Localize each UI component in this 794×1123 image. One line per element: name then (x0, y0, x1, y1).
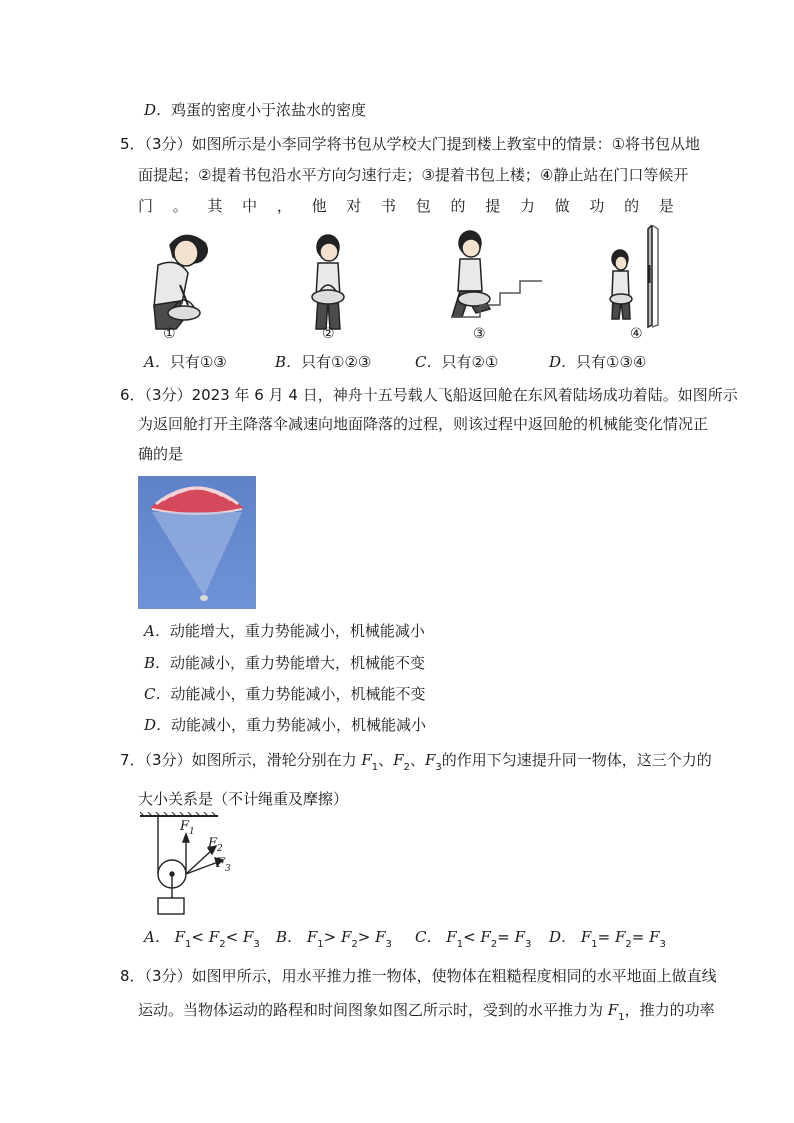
option-letter: B． (275, 353, 302, 371)
option-text: 只有①③④ (576, 353, 647, 371)
q5-stem-line2: 面提起；②提着书包沿水平方向匀速行走；③提着书包上楼；④静止站在门口等候开 (138, 166, 689, 184)
option-text: 只有②① (441, 353, 499, 371)
q5-option-a[interactable] (144, 352, 227, 372)
option-letter: A． (144, 353, 170, 371)
q5-stem-line3 (138, 196, 674, 216)
q8-stem-line1: 8．（3分）如图甲所示，用水平推力推一物体，使物体在粗糙程度相同的水平地面上做直线 (120, 967, 717, 985)
q5-option-d[interactable] (549, 352, 646, 372)
option-letter: B． (144, 654, 171, 672)
stem-char: 书 (381, 197, 397, 215)
stem-char: 包 (415, 197, 431, 215)
q7-option-c[interactable]: C． $F_1< F_2= F_3$ (415, 928, 532, 950)
score: （3分） (144, 386, 192, 404)
q5-option-b[interactable] (275, 352, 371, 372)
q5-stem-line1: 5．（3分）如图所示是小李同学将书包从学校大门提到楼上教室中的情景：①将书包从地 (120, 135, 701, 153)
stem-char: 是 (658, 197, 674, 215)
question-number: 7． (120, 751, 145, 769)
load-block (158, 898, 184, 914)
stem-char: 的 (450, 197, 466, 215)
q6-option-b[interactable] (144, 653, 425, 673)
q6-option-c[interactable] (144, 684, 426, 704)
option-text: 动能减小，重力势能减小，机械能减小 (171, 716, 427, 734)
option-letter: D． (144, 716, 172, 734)
option-letter: A． (144, 622, 170, 640)
stem-char: 。 (172, 197, 188, 215)
option-text: 鸡蛋的密度小于浓盐水的密度 (171, 101, 367, 119)
option-letter: D． (549, 353, 577, 371)
q7-option-a[interactable]: A． $F_1< F_2< F_3$ (144, 928, 260, 950)
stem-char: 中 (242, 197, 258, 215)
figure-3-climbing-stairs (452, 231, 542, 317)
option-text: 动能减小，重力势能减小，机械能不变 (170, 685, 426, 703)
label-f1: $F_1$ (180, 819, 195, 837)
q8-stem-line2: 运动。当物体运动的路程和时间图象如图乙所示时，受到的水平推力为 $F_1$，推力的功率 (138, 1001, 715, 1023)
stem-char: 功 (589, 197, 605, 215)
option-text: 只有①③ (169, 353, 227, 371)
question-number: 6． (120, 386, 145, 404)
option-letter: C． (415, 353, 442, 371)
stem-char: 门 (138, 197, 154, 215)
label-f2: $F_2$ (208, 836, 223, 854)
q6-stem-line1: 6．（3分）2023 年 6 月 4 日，神舟十五号载人飞船返回舱在东风着陆场成功着陆。如图所示 (120, 386, 738, 404)
option-letter: D． (549, 928, 577, 946)
return-capsule (200, 595, 208, 601)
option-text: 动能减小，重力势能增大，机械能不变 (170, 654, 426, 672)
stem-char: ， (276, 197, 292, 215)
figure-label-4: ④ (630, 326, 643, 342)
stem-char: 其 (207, 197, 223, 215)
q4-option-d[interactable] (144, 100, 366, 120)
option-letter: C． (415, 928, 442, 946)
figure-label-1: ① (163, 326, 176, 342)
q6-option-d[interactable] (144, 715, 426, 735)
score: （3分） (144, 751, 192, 769)
score: （3分） (144, 135, 192, 153)
option-letter: A． (144, 928, 170, 946)
stem-char: 做 (554, 197, 570, 215)
stem-char: 对 (346, 197, 362, 215)
q6-option-a[interactable] (144, 621, 425, 641)
option-text: 动能增大，重力势能减小，机械能减小 (169, 622, 425, 640)
question-number: 5． (120, 135, 145, 153)
q7-stem-line2: 大小关系是（不计绳重及摩擦） (138, 790, 349, 808)
figure-label-3: ③ (473, 326, 486, 342)
figure-1-lifting-bag (154, 235, 207, 329)
option-text: 只有①②③ (301, 353, 372, 371)
stem-char: 他 (311, 197, 327, 215)
score: （3分） (144, 967, 192, 985)
option-letter: D． (144, 101, 172, 119)
figure-label-2: ② (322, 326, 335, 342)
figure-4-waiting-at-door (610, 225, 658, 327)
force-f3-arrow (186, 862, 218, 874)
figure-2-walking-with-bag (312, 235, 344, 329)
parachute-photo (138, 476, 256, 609)
stem-char: 提 (485, 197, 501, 215)
question-number: 8． (120, 967, 145, 985)
q7-option-b[interactable]: B． $F_1> F_2> F_3$ (276, 928, 392, 950)
q5-figure (140, 225, 680, 345)
q7-stem-line1: 7．（3分）如图所示，滑轮分别在力 $F_1$、$F_2$、$F_3$的作用下匀速提升同一物体，这三个力的 (120, 751, 712, 773)
stem-char: 力 (519, 197, 535, 215)
q6-stem-line2: 为返回舱打开主降落伞减速向地面降落的过程，则该过程中返回舱的机械能变化情况正 (138, 415, 709, 433)
option-letter: B． (276, 928, 303, 946)
stem-char: 的 (624, 197, 640, 215)
option-letter: C． (144, 685, 171, 703)
q5-option-c[interactable] (415, 352, 498, 372)
label-f3: $F_3$ (216, 856, 231, 874)
q6-stem-line3: 确的是 (138, 445, 184, 463)
q7-option-d[interactable]: D． $F_1= F_2= F_3$ (549, 928, 666, 950)
